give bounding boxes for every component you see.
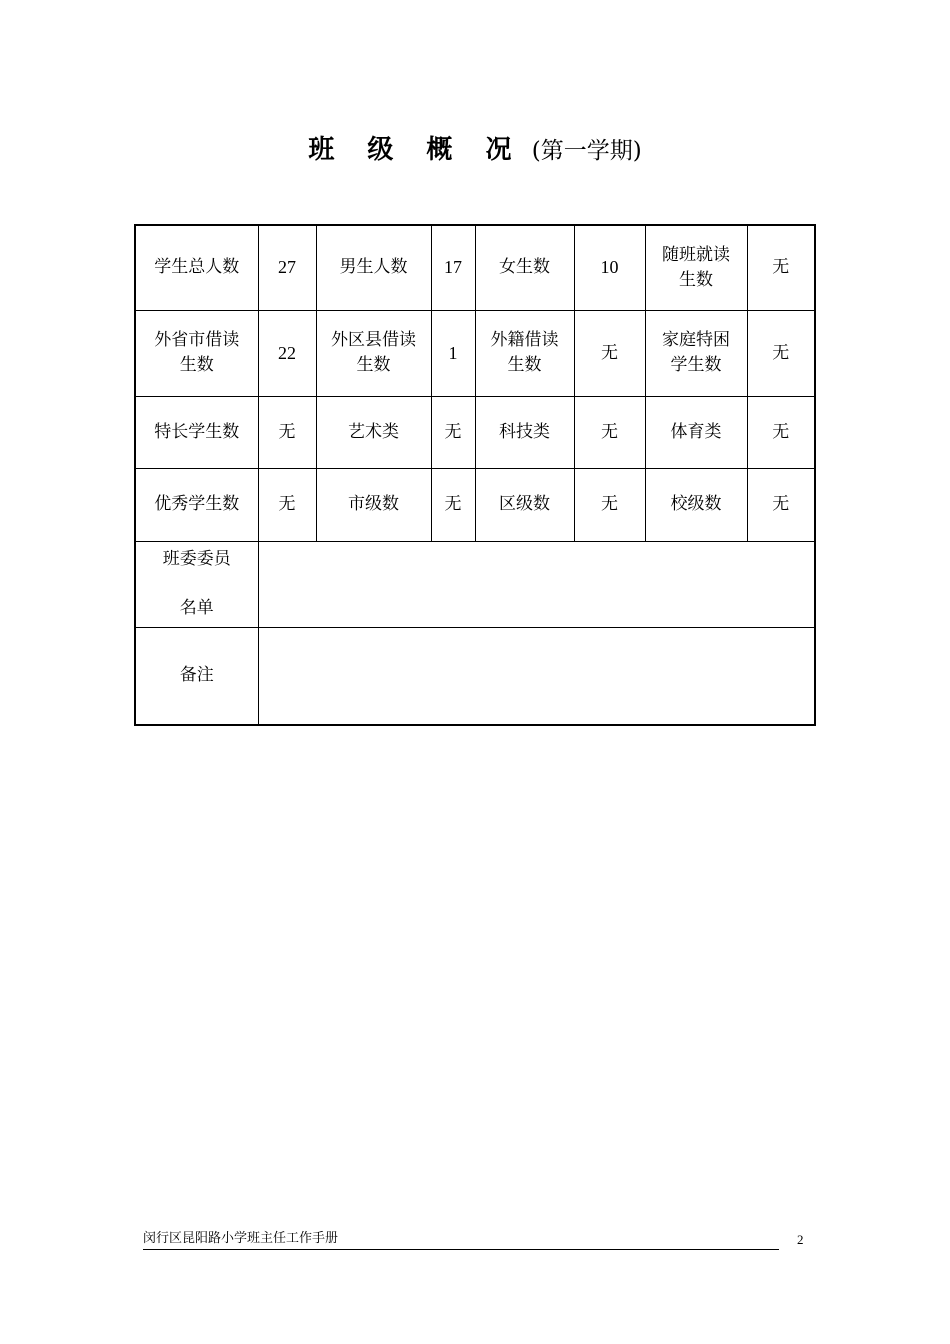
label-line: 随班就读 — [662, 244, 730, 265]
remarks-field[interactable] — [258, 627, 815, 725]
class-overview-table — [134, 224, 816, 726]
title-main: 班 级 概 况 — [308, 135, 524, 165]
remarks-row — [135, 627, 815, 725]
cell-value: 无 — [747, 225, 815, 310]
cell-label: 学生总人数 — [135, 225, 258, 310]
label-line: 生数 — [356, 355, 391, 375]
cell-value: 无 — [747, 468, 815, 541]
cell-value: 无 — [258, 468, 316, 541]
cell-label — [135, 310, 258, 396]
cell-label — [475, 310, 574, 396]
cell-label: 体育类 — [645, 396, 747, 468]
cell-label: 艺术类 — [316, 396, 431, 468]
label-line: 名单 — [179, 598, 214, 618]
label-line: 外籍借读 — [490, 330, 559, 350]
cell-label — [316, 310, 431, 396]
cell-value: 22 — [258, 310, 316, 396]
cell-label: 女生数 — [475, 225, 574, 310]
cell-label — [645, 310, 747, 396]
cell-value: 无 — [574, 468, 645, 541]
committee-label — [135, 541, 258, 627]
cell-value: 27 — [258, 225, 316, 310]
label-line: 生数 — [507, 355, 542, 375]
cell-label: 区级数 — [475, 468, 574, 541]
table-row — [135, 468, 815, 541]
cell-value: 无 — [747, 310, 815, 396]
cell-value: 10 — [574, 225, 645, 310]
table-row — [135, 310, 815, 396]
remarks-label: 备注 — [135, 627, 258, 725]
label-line: 外区县借读 — [331, 330, 416, 350]
cell-value: 无 — [431, 468, 475, 541]
label-line: 班委委员 — [162, 549, 231, 569]
label-line: 外省市借读 — [154, 330, 240, 350]
label-line: 生数 — [679, 269, 713, 290]
label-line: 家庭特困 — [662, 330, 730, 350]
cell-value: 1 — [431, 310, 475, 396]
label-line: 学生数 — [670, 355, 722, 375]
cell-label: 优秀学生数 — [135, 468, 258, 541]
table-row — [135, 225, 815, 310]
committee-row — [135, 541, 815, 627]
cell-value: 无 — [258, 396, 316, 468]
cell-label: 科技类 — [475, 396, 574, 468]
committee-list-field[interactable] — [258, 541, 815, 627]
cell-value: 17 — [431, 225, 475, 310]
cell-label — [645, 225, 747, 310]
cell-value: 无 — [747, 396, 815, 468]
cell-label: 市级数 — [316, 468, 431, 541]
page-number: 2 — [797, 1232, 804, 1247]
title-semester: (第一学期) — [531, 138, 642, 164]
cell-value: 无 — [574, 396, 645, 468]
cell-value: 无 — [574, 310, 645, 396]
cell-value: 无 — [431, 396, 475, 468]
cell-label: 男生人数 — [316, 225, 431, 310]
cell-label: 校级数 — [645, 468, 747, 541]
page-title — [0, 130, 950, 171]
cell-label: 特长学生数 — [135, 396, 258, 468]
label-line: 生数 — [179, 355, 214, 375]
table-row — [135, 396, 815, 468]
page-footer: 闵行区昆阳路小学班主任工作手册 — [143, 1230, 779, 1250]
